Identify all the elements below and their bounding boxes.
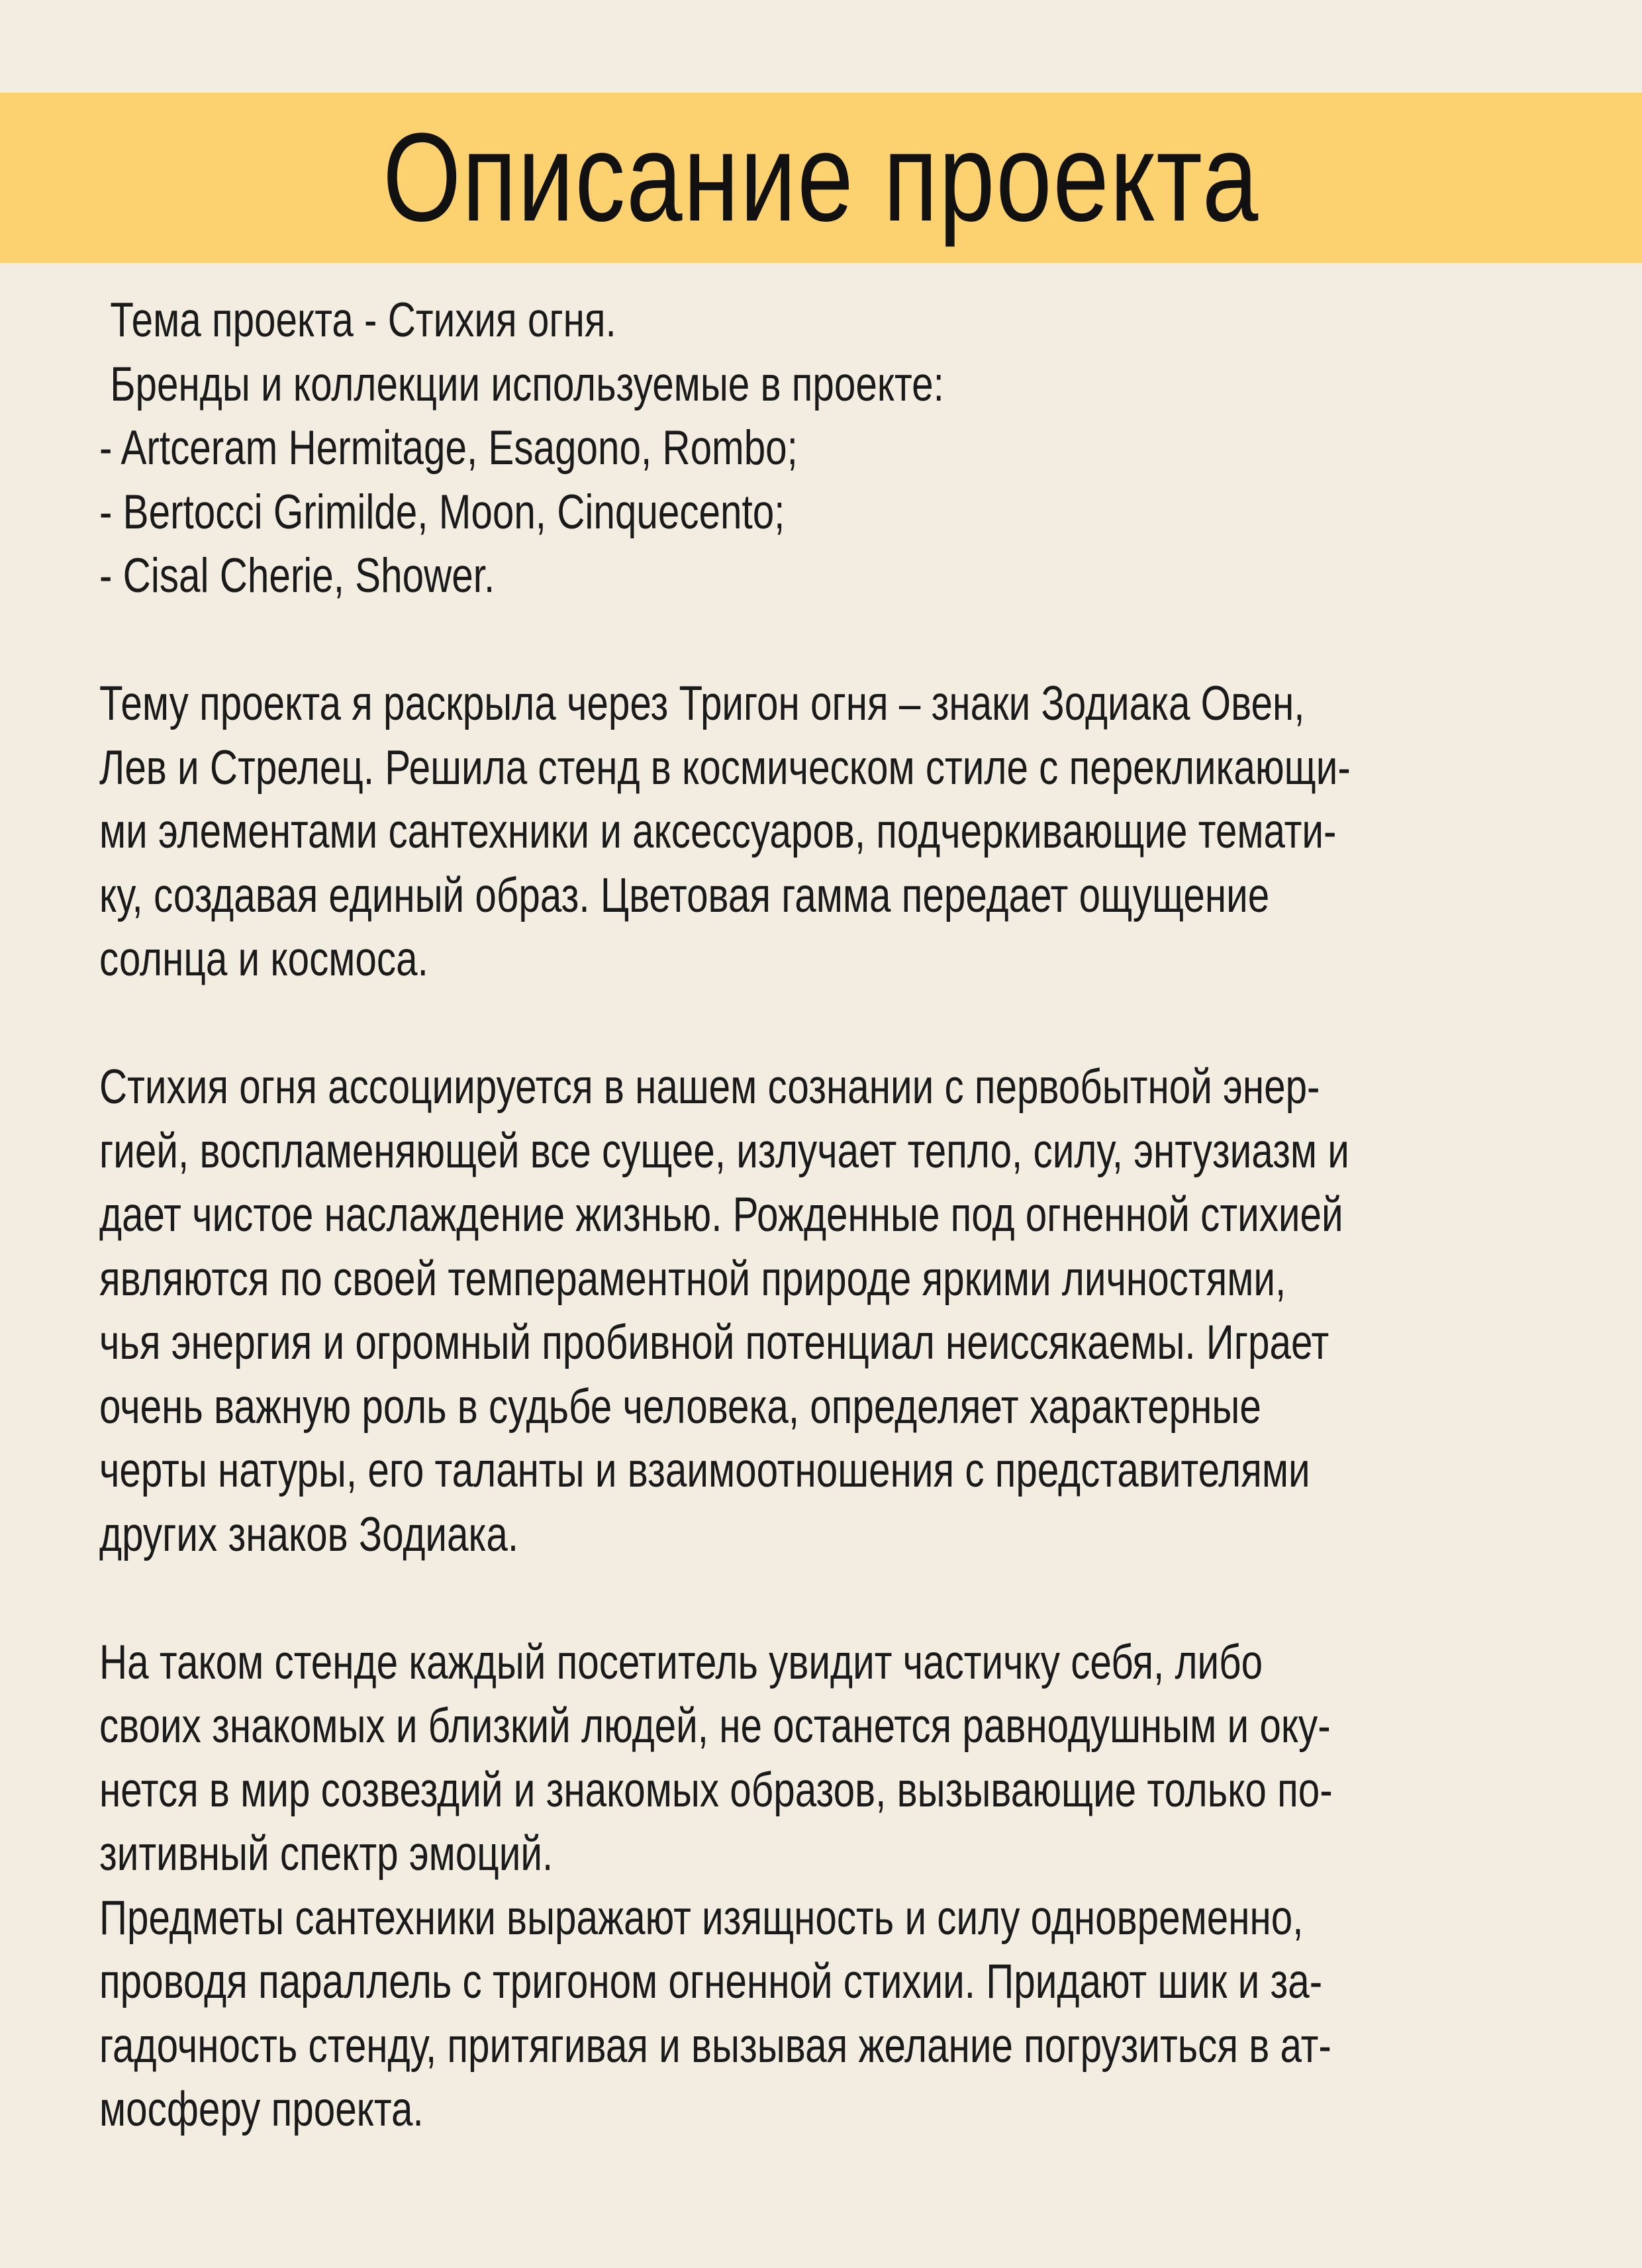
- paragraph-2-line: являются по своей темпераментной природе яркими личностями,: [99, 1252, 1286, 1306]
- paragraph-3-line: мосферу проекта.: [99, 2083, 424, 2136]
- brands-heading: Бренды и коллекции используемые в проекте:: [99, 357, 944, 411]
- paragraph-2-line: дает чистое наслаждение жизнью. Рожденные под огненной стихией: [99, 1188, 1343, 1242]
- brand-item: - Cisal Cherie, Shower.: [99, 549, 495, 603]
- paragraph-3-line: На таком стенде каждый посетитель увидит частичку себя, либо: [99, 1635, 1263, 1689]
- paragraph-2-line: Стихия огня ассоциируется в нашем сознании с первобытной энер-: [99, 1060, 1320, 1114]
- paragraph-gap: [99, 609, 1609, 673]
- paragraph-3-line: гадочность стенду, притягивая и вызывая желание погрузиться в ат-: [99, 2018, 1331, 2073]
- body-text: [99, 289, 1609, 2142]
- brand-item: - Artceram Hermitage, Esagono, Rombo;: [99, 421, 798, 475]
- paragraph-2-line: черты натуры, его таланты и взаимоотношения с представителями: [99, 1444, 1310, 1497]
- paragraph-2-line: других знаков Зодиака.: [99, 1507, 519, 1561]
- paragraph-2-line: гией, воспламеняющей все сущее, излучает тепло, силу, энтузиазм и: [99, 1124, 1349, 1178]
- paragraph-1-line: Тему проекта я раскрыла через Тригон огня – знаки Зодиака Овен,: [99, 677, 1305, 730]
- paragraph-1-line: Лев и Стрелец. Решила стенд в космическом стиле с перекликающи-: [99, 740, 1351, 795]
- paragraph-2-line: очень важную роль в судьбе человека, определяет характерные: [99, 1379, 1261, 1434]
- paragraph-2-line: чья энергия и огромный пробивной потенциал неиссякаемы. Играет: [99, 1316, 1329, 1369]
- brand-item: - Bertocci Grimilde, Moon, Cinquecento;: [99, 485, 785, 539]
- paragraph-1-line: солнца и космоса.: [99, 932, 428, 986]
- paragraph-3-line: зитивный спектр эмоций.: [99, 1827, 554, 1881]
- page-title: Описание проекта: [383, 107, 1259, 248]
- paragraph-gap: [99, 1567, 1609, 1631]
- paragraph-3-line: нется в мир созвездий и знакомых образов, вызывающие только по-: [99, 1763, 1333, 1817]
- theme-line: Тема проекта - Стихия огня.: [99, 293, 616, 347]
- paragraph-gap: [99, 992, 1609, 1056]
- paragraph-1-line: ку, создавая единый образ. Цветовая гамма передает ощущение: [99, 868, 1270, 922]
- paragraph-3-line: своих знакомых и близкий людей, не останется равнодушным и оку-: [99, 1699, 1331, 1753]
- paragraph-3-line: Предметы сантехники выражают изящность и силу одновременно,: [99, 1891, 1304, 1945]
- paragraph-1-line: ми элементами сантехники и аксессуаров, подчеркивающие темати-: [99, 805, 1337, 858]
- paragraph-3-line: проводя параллель с тригоном огненной стихии. Придают шик и за-: [99, 1955, 1323, 2008]
